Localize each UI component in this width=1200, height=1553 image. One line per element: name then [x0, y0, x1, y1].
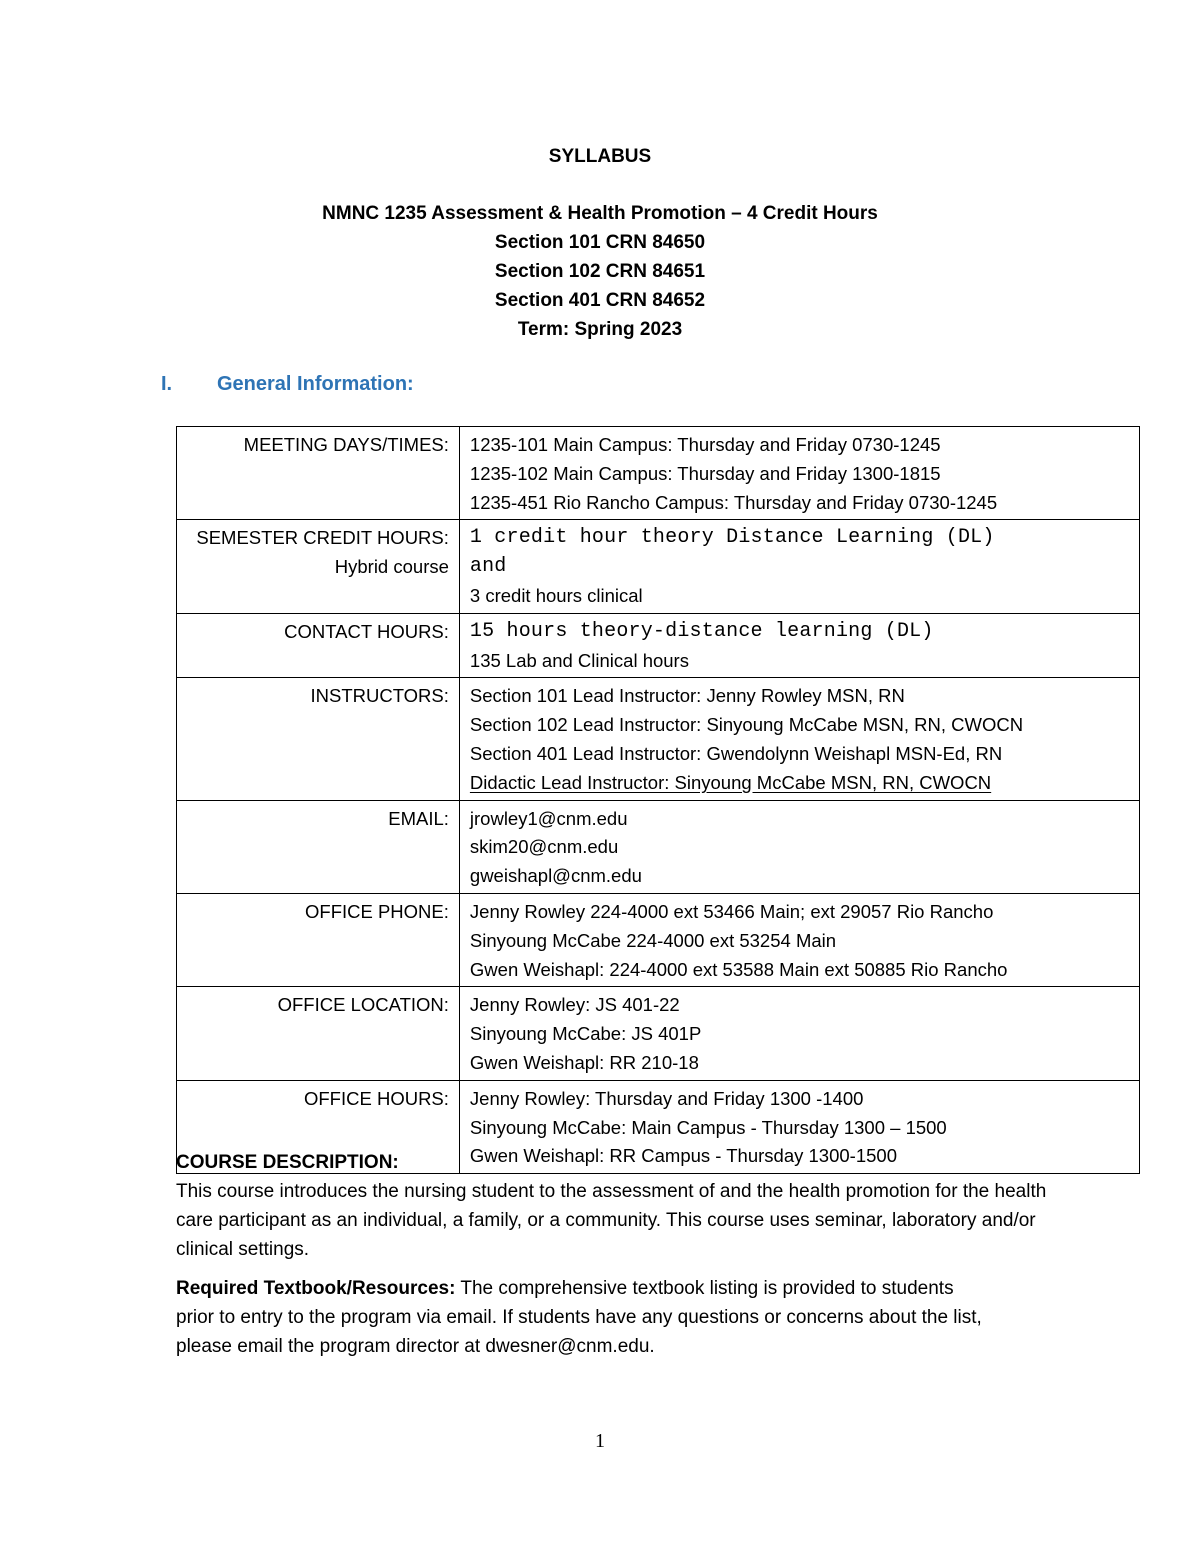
section-401-line: Section 401 CRN 84652: [494, 290, 706, 311]
info-row: [177, 678, 1140, 800]
info-value: Gwen Weishapl: RR 210-18: [469, 1051, 699, 1073]
info-label: OFFICE HOURS:: [303, 1087, 449, 1109]
info-value: Gwen Weishapl: 224-4000 ext 53588 Main ext 50885 Rio Rancho: [469, 958, 1008, 980]
info-label-cell: [177, 613, 460, 678]
info-label-cell: [177, 893, 460, 986]
section-102-line: Section 102 CRN 84651: [494, 261, 706, 282]
course-description-text: This course introduces the nursing student to the assessment of and the health promotion for the health care participant as an individual, a family, or a community. This course uses seminar, laboratory and/or clinical settings.: [176, 1181, 1047, 1260]
info-value: 15 hours theory-distance learning (DL): [469, 619, 934, 643]
course-name-line: NMNC 1235 Assessment & Health Promotion – 4 Credit Hours: [322, 203, 878, 224]
info-value: Section 401 Lead Instructor: Gwendolynn Weishapl MSN-Ed, RN: [469, 742, 1003, 764]
course-header: [0, 199, 1200, 344]
info-label: OFFICE PHONE:: [305, 900, 449, 922]
info-value: gweishapl@cnm.edu: [469, 865, 642, 887]
info-value-cell: [459, 987, 1139, 1080]
document-title: SYLLABUS: [548, 146, 652, 167]
info-label-cell: [177, 427, 460, 520]
info-value: Jenny Rowley: JS 401-22: [469, 994, 680, 1016]
info-value-cell: [459, 1080, 1139, 1173]
info-value: Jenny Rowley: Thursday and Friday 1300 -1400: [469, 1087, 864, 1109]
info-value-cell: [459, 613, 1139, 678]
info-value: Sinyoung McCabe: JS 401P: [469, 1023, 702, 1045]
info-label-cell: [177, 520, 460, 613]
info-row: [177, 613, 1140, 678]
info-value: Section 101 Lead Instructor: Jenny Rowley MSN, RN: [469, 685, 905, 707]
info-value-cell: [459, 520, 1139, 613]
section-heading: [161, 369, 414, 399]
page-number: 1: [595, 1430, 605, 1452]
info-label: CONTACT HOURS:: [284, 620, 449, 642]
info-value: skim20@cnm.edu: [469, 836, 619, 858]
term-line: Term: Spring 2023: [517, 319, 683, 340]
general-info-table: [176, 426, 1140, 1174]
info-value: Didactic Lead Instructor: Sinyoung McCabe MSN, RN, CWOCN: [469, 771, 992, 793]
info-row: [177, 893, 1140, 986]
info-value: and: [469, 555, 507, 579]
info-value-cell: [459, 800, 1139, 893]
info-value: 1235-451 Rio Rancho Campus: Thursday and Friday 0730-1245: [469, 491, 998, 513]
info-label: INSTRUCTORS:: [310, 685, 449, 707]
info-value: Section 102 Lead Instructor: Sinyoung McCabe MSN, RN, CWOCN: [469, 714, 1024, 736]
info-value: Sinyoung McCabe 224-4000 ext 53254 Main: [469, 929, 837, 951]
required-textbook-text: The comprehensive textbook listing is provided to students prior to entry to the program via email. If students have any questions or concerns about the list, please email the program director at dwesner@cnm.edu.: [176, 1278, 982, 1357]
info-value: 1235-102 Main Campus: Thursday and Friday 1300-1815: [469, 462, 941, 484]
info-label: OFFICE LOCATION:: [277, 994, 449, 1016]
required-textbook-label: Required Textbook/Resources:: [176, 1278, 456, 1299]
section-number: I.: [161, 373, 173, 395]
info-value: 135 Lab and Clinical hours: [469, 649, 689, 671]
info-label-cell: [177, 678, 460, 800]
info-value: 1235-101 Main Campus: Thursday and Friday 0730-1245: [469, 434, 941, 455]
info-label: SEMESTER CREDIT HOURS:: [196, 527, 449, 549]
info-row: [177, 987, 1140, 1080]
info-label-cell: [177, 800, 460, 893]
info-label: EMAIL:: [388, 807, 449, 829]
info-value-cell: [459, 678, 1139, 800]
info-row: [177, 427, 1140, 520]
section-101-line: Section 101 CRN 84650: [494, 232, 706, 253]
info-value: Gwen Weishapl: RR Campus - Thursday 1300-1500: [469, 1145, 897, 1167]
info-value-cell: [459, 427, 1139, 520]
info-label-cell: [177, 987, 460, 1080]
info-label: Hybrid course: [334, 556, 449, 578]
info-label: MEETING DAYS/TIMES:: [243, 434, 449, 455]
section-title: General Information:: [217, 373, 414, 395]
info-value: Jenny Rowley 224-4000 ext 53466 Main; ext 29057 Rio Rancho: [469, 900, 994, 922]
info-row: [177, 800, 1140, 893]
info-value: 3 credit hours clinical: [469, 584, 643, 606]
info-value: jrowley1@cnm.edu: [469, 807, 628, 829]
info-value-cell: [459, 893, 1139, 986]
info-value: 1 credit hour theory Distance Learning (DL): [469, 526, 995, 550]
info-value: Sinyoung McCabe: Main Campus - Thursday 1300 – 1500: [469, 1116, 947, 1138]
required-textbook-paragraph: [176, 1274, 996, 1361]
course-description-heading: COURSE DESCRIPTION:: [176, 1152, 399, 1173]
info-row: [177, 520, 1140, 613]
